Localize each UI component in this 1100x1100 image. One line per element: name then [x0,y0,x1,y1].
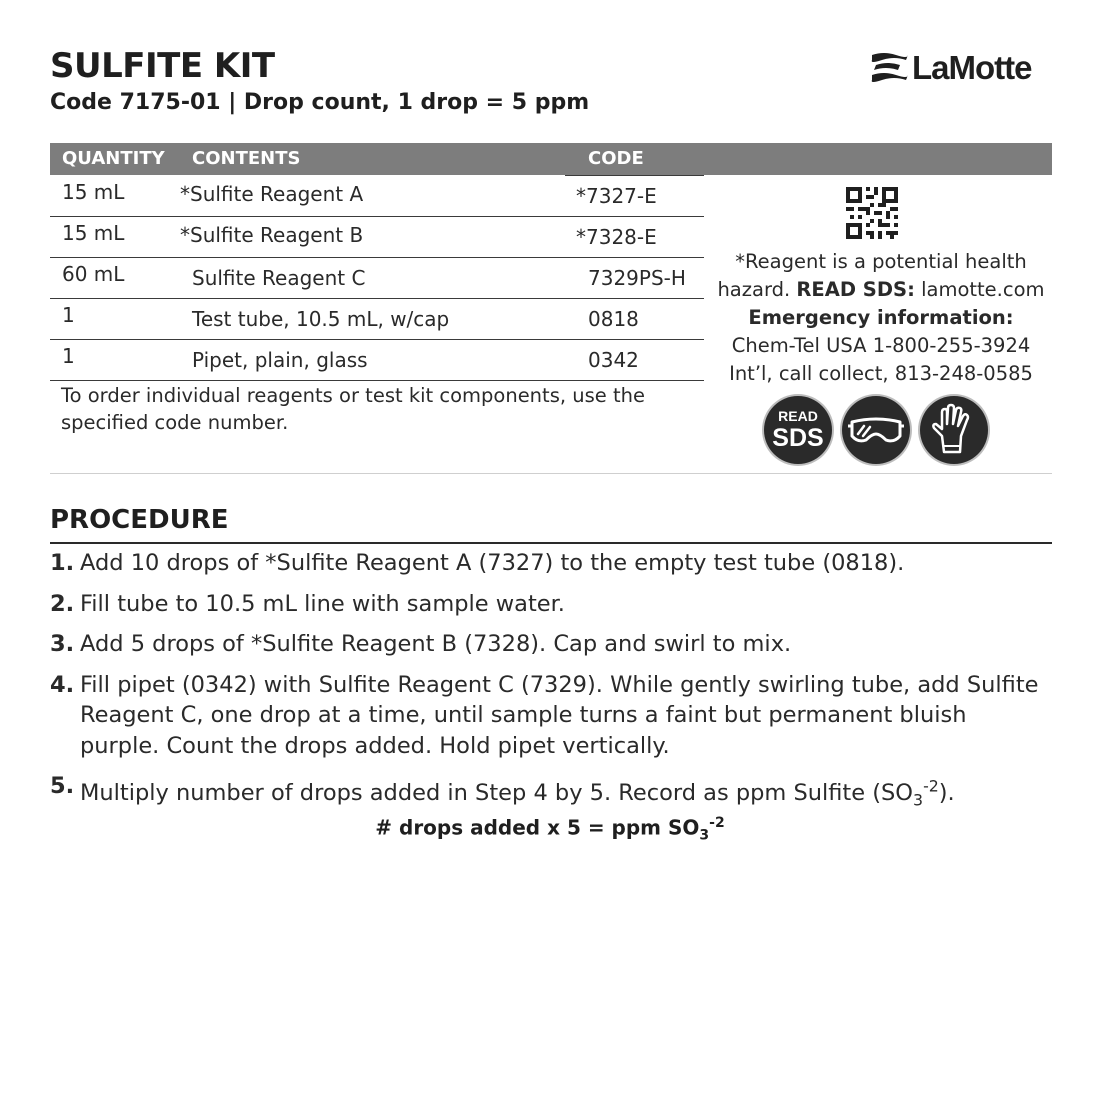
read-sds-prefix: hazard. [717,278,797,301]
procedure-step [50,589,1050,620]
lamotte-wave-icon [870,51,910,85]
procedure-step [50,771,1050,816]
row-code: *7327-E [576,184,657,208]
table-row [50,217,704,258]
emergency-heading: Emergency information: [748,306,1014,329]
kit-title: SULFITE KIT [50,46,275,86]
step-number: 1. [50,550,75,576]
step-text: Fill pipet (0342) with Sulfite Reagent C (7329). While gently swirling tube, add Sulfite Reagent C, one drop at a time, until sample turns a faint but permanent bluish purple. Count the drops added. Hold pipet vertically. [80,671,1039,759]
section-divider [50,473,1052,474]
logo-wordmark: LaMotte [912,49,1032,86]
column-header-contents: CONTENTS [192,148,301,169]
procedure-heading: PROCEDURE [50,505,229,535]
read-sds-line [710,276,1052,304]
row-quantity: 15 mL [62,180,125,204]
ordering-note: To order individual reagents or test kit components, use the specified code number. [61,384,645,434]
read-sds-icon-top: READ [778,408,818,424]
formula-superscript: -2 [709,815,725,831]
step-text-suffix: ). [938,779,955,806]
column-header-quantity: QUANTITY [62,148,165,169]
step-number: 2. [50,590,75,617]
read-sds-label: READ SDS: [796,278,915,301]
row-quantity: 1 [62,303,75,327]
result-formula [0,815,1100,844]
hazard-warning: *Reagent is a potential health [735,250,1027,273]
table-row [50,258,704,299]
step-text: Fill tube to 10.5 mL line with sample water. [80,590,565,617]
row-quantity: 1 [62,344,75,368]
procedure-step [50,670,1050,762]
row-quantity: 60 mL [62,262,125,286]
lamotte-logo [870,48,1052,88]
table-row [50,176,704,217]
step-number: 4. [50,671,75,698]
procedure-steps [50,548,1050,826]
step-text-prefix: Multiply number of drops added in Step 4 by 5. Record as ppm Sulfite (SO [80,779,914,806]
read-sds-icon-bottom: SDS [772,424,824,452]
safety-goggles-icon [842,396,910,464]
procedure-step [50,629,1050,660]
qr-code-icon[interactable] [846,187,898,239]
row-contents: Sulfite Reagent C [192,266,366,290]
formula-subscript: 3 [699,827,710,844]
row-code: 7329PS-H [588,266,686,290]
step-number: 3. [50,631,75,657]
step-text: Add 10 drops of *Sulfite Reagent A (7327) to the empty test tube (0818). [80,550,905,576]
step-text [80,776,955,809]
row-quantity: 15 mL [62,221,125,245]
step-text: Add 5 drops of *Sulfite Reagent B (7328). Cap and swirl to mix. [80,631,792,657]
row-code: 0342 [588,348,639,372]
sulfite-subscript: 3 [913,790,924,809]
emergency-phone-intl: Int’l, call collect, 813-248-0585 [729,362,1033,385]
column-header-code: CODE [588,148,644,169]
table-row [50,340,704,381]
row-contents: Pipet, plain, glass [192,348,368,372]
emergency-phone-usa: Chem-Tel USA 1-800-255-3924 [731,334,1031,357]
row-code: 0818 [588,307,639,331]
safety-info [710,248,1052,388]
formula-text: # drops added x 5 = ppm SO [375,815,700,840]
table-header [50,143,1052,175]
row-contents: *Sulfite Reagent B [180,223,364,247]
procedure-rule [50,542,1052,544]
step-number: 5. [50,773,75,799]
kit-subtitle: Code 7175-01 | Drop count, 1 drop = 5 ppm [50,90,590,115]
gloves-icon [920,396,988,464]
procedure-step [50,548,1050,579]
table-row [50,299,704,340]
row-contents: Test tube, 10.5 mL, w/cap [192,307,450,331]
row-contents: *Sulfite Reagent A [180,182,364,206]
row-code: *7328-E [576,225,657,249]
sulfite-superscript: -2 [923,776,939,795]
website-link[interactable]: lamotte.com [914,278,1045,301]
read-sds-icon [764,396,832,464]
